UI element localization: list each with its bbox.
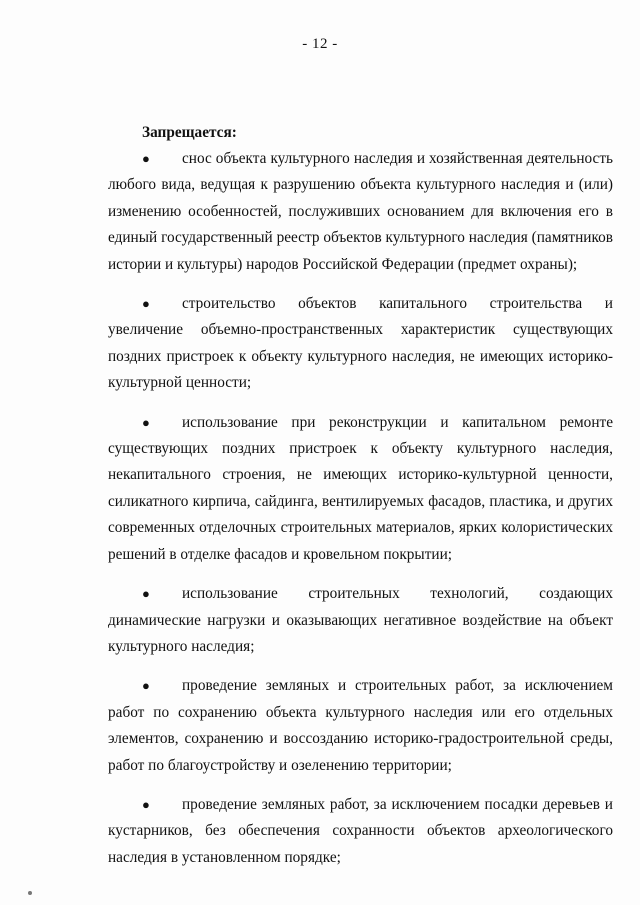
list-item-text: проведение земляных работ, за исключением посадки деревьев и кустарников, без обеспечения сохранности объектов археологического наследия в установленном порядке; — [108, 795, 613, 866]
list-item — [108, 673, 613, 779]
bullet-icon: ● — [142, 678, 150, 694]
section-heading: Запрещается: — [142, 124, 237, 141]
bullet-icon: ● — [142, 296, 150, 312]
bullet-icon: ● — [142, 414, 150, 430]
scan-dot-mark — [28, 891, 32, 895]
list-item — [108, 410, 613, 568]
list-item — [108, 581, 613, 660]
list-item-text: использование при реконструкции и капитальном ремонте существующих поздних пристроек к объекту культурного наследия, некапитального строения, не имеющих историко-культурной ценности, силикатного кирпича, сайдинга, вентилируемых фасадов, пластика, и других современных отделочных строительных материалов, ярких колористических решений в отделке фасадов и кровельном покрытии; — [108, 413, 613, 563]
bullet-icon: ● — [142, 586, 150, 602]
list-item — [108, 291, 613, 397]
page-number: - 12 - — [302, 36, 338, 52]
list-item — [108, 792, 613, 871]
list-item-text: строительство объектов капитального строительства и увеличение объемно-пространственных характеристик существующих поздних пристроек к объекту культурного наследия, не имеющих историко-культурной ценности; — [108, 295, 613, 392]
list-item-text: проведение земляных и строительных работ, за исключением работ по сохранению объекта культурного наследия или его отдельных элементов, сохранению и воссозданию историко-градостроительной среды, работ по благоустройству и озеленению территории; — [108, 677, 613, 774]
document-body — [108, 120, 613, 884]
bullet-icon: ● — [142, 796, 150, 812]
list-item-text: снос объекта культурного наследия и хозяйственная деятельность любого вида, ведущая к разрушению объекта культурного наследия и (или) изменению особенностей, послуживших основанием для включения его в единый государственный реестр объектов культурного наследия (памятников истории и культуры) народов Российской Федерации (предмет охраны); — [108, 150, 613, 273]
bullet-icon: ● — [142, 151, 150, 166]
list-item-text: использование строительных технологий, создающих динамические нагрузки и оказывающих негативное воздействие на объект культурного наследия; — [108, 585, 613, 655]
list-item — [108, 146, 613, 278]
